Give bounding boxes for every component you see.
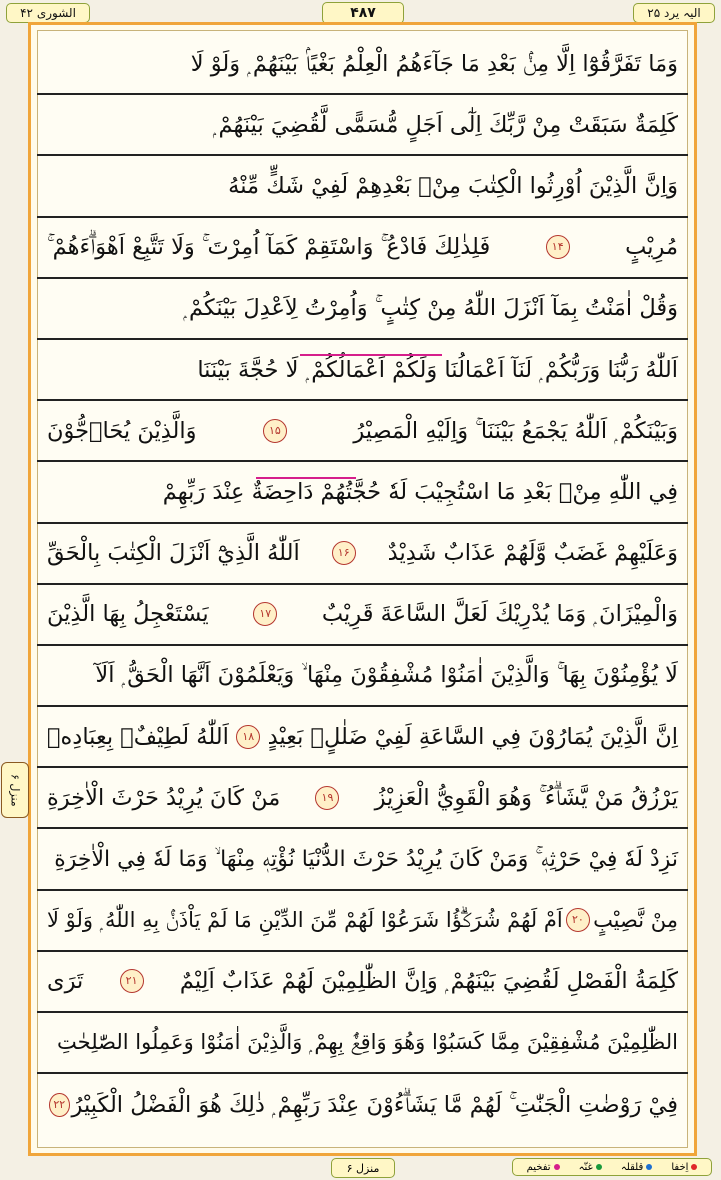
text-line — [37, 1074, 688, 1135]
text-line — [37, 891, 688, 952]
verse-text: اَللّٰهُ لَطِيْفٌۢ بِعِبَادِهٖ — [47, 723, 229, 750]
verse-text: فِيْ رَوْضٰتِ الْجَنّٰتِ ۚ لَهُمْ مَّا يَشَاۗءُوْنَ عِنْدَ رَبِّهِمْ ۭ ذٰلِكَ هُوَ الْفَضْلُ الْكَبِيْرُ — [71, 1091, 678, 1118]
page-number-badge: ۴۸۷ — [322, 2, 404, 24]
verse-text: لَا يُؤْمِنُوْنَ بِهَا ۚ وَالَّذِيْنَ اٰمَنُوْا مُشْفِقُوْنَ مِنْهَا ۙ وَيَعْلَمُوْنَ اَنَّهَا الْحَقُّ ۭ اَلَآ — [95, 662, 678, 689]
verse-text: وَقُلْ اٰمَنْتُ بِمَآ اَنْزَلَ اللّٰهُ مِنْ كِتٰبٍ ۚ وَاُمِرْتُ لِاَعْدِلَ بَيْنَكُمْ ۭ — [183, 295, 678, 322]
text-line — [37, 646, 688, 707]
ayah-number-marker: ۱۹ — [315, 786, 339, 810]
ayah-number-marker: ۱۷ — [253, 602, 277, 626]
text-line — [37, 768, 688, 829]
ayah-number-marker: ۲۱ — [120, 969, 144, 993]
verse-text: اِنَّ الَّذِيْنَ يُمَارُوْنَ فِي السَّاعَةِ لَفِيْ ضَلٰلٍۢ بَعِيْدٍ — [267, 723, 678, 750]
verse-text: اَمْ لَهُمْ شُرَكٰۗؤُا شَرَعُوْا لَهُمْ مِّنَ الدِّيْنِ مَا لَمْ يَاْذَنْۢ بِهِ اللّٰهُ ۭ وَلَوْ لَا — [47, 907, 563, 932]
verse-text: تَرَى — [47, 968, 84, 995]
text-line — [37, 401, 688, 462]
verse-text: مُرِيْبٍ — [625, 234, 678, 261]
verse-text: مِنْ نَّصِيْبٍ — [593, 908, 678, 933]
verse-text: فَلِذٰلِكَ فَادْعُ ۚ وَاسْتَقِمْ كَمَآ اُمِرْتَ ۚ وَلَا تَتَّبِعْ اَهْوَاۗءَهُمْ ۚ — [47, 234, 491, 261]
text-line — [37, 524, 688, 585]
ayah-number-marker: ۱۶ — [332, 541, 356, 565]
verse-text: وَبَيْنَكُمْ ۭ اَللّٰهُ يَجْمَعُ بَيْنَنَا ۚ وَاِلَيْهِ الْمَصِيْرُ — [353, 417, 678, 444]
footer-manzil-badge: منزل ۶ — [331, 1158, 395, 1178]
verse-text: اَللّٰهُ رَبُّنَا وَرَبُّكُمْ ۭ لَنَآ اَعْمَالُنَا وَلَكُمْ اَعْمَالُكُمْ ۭ لَا حُجَّةَ بَيْنَنَا — [197, 356, 678, 383]
text-line — [37, 156, 688, 217]
text-line — [37, 279, 688, 340]
marking-line — [256, 477, 356, 479]
legend-tafkheem: تفخیم — [527, 1162, 560, 1173]
verse-text: وَالَّذِيْنَ يُحَاۗجُّوْنَ — [47, 417, 197, 444]
tajweed-legend — [512, 1158, 712, 1176]
ayah-number-marker: ۱۸ — [236, 725, 260, 749]
text-line — [37, 585, 688, 646]
text-line — [37, 34, 688, 95]
verse-text: وَعَلَيْهِمْ غَضَبٌ وَّلَهُمْ عَذَابٌ شَدِيْدٌ — [387, 540, 678, 567]
juz-name-badge: الیہ یرد ۲۵ — [633, 3, 715, 23]
verse-text: اَللّٰهُ الَّذِيْٓ اَنْزَلَ الْكِتٰبَ بِالْحَقِّ — [47, 540, 300, 567]
marking-line — [300, 354, 442, 356]
verse-text: وَالْمِيْزَانَ ۭ وَمَا يُدْرِيْكَ لَعَلَّ السَّاعَةَ قَرِيْبٌ — [321, 601, 678, 628]
text-line — [37, 952, 688, 1013]
ayah-number-marker: ۱۵ — [263, 419, 287, 443]
text-line — [37, 95, 688, 156]
ayah-number-marker: ۲۰ — [566, 908, 590, 932]
verse-text: وَمَا تَفَرَّقُوْٓا اِلَّا مِنْۢ بَعْدِ مَا جَآءَهُمُ الْعِلْمُ بَغْيًاۢ بَيْنَهُمْ ۭ وَلَوْ لَا — [190, 50, 678, 77]
tafkheem-dot-icon — [554, 1164, 560, 1170]
text-line — [37, 1013, 688, 1074]
verse-text: الظّٰلِمِيْنَ مُشْفِقِيْنَ مِمَّا كَسَبُوْا وَهُوَ وَاقِعٌۢ بِهِمْ ۭ وَالَّذِيْنَ اٰمَنُوْا وَعَمِلُوا الصّٰلِحٰتِ — [57, 1030, 678, 1055]
text-line — [37, 462, 688, 523]
ghunna-dot-icon — [596, 1164, 602, 1170]
text-lines — [37, 34, 688, 1135]
verse-text: كَلِمَةُ الْفَصْلِ لَقُضِيَ بَيْنَهُمْ ۭ وَاِنَّ الظّٰلِمِيْنَ لَهُمْ عَذَابٌ اَلِيْمٌ — [179, 968, 678, 995]
verse-text: يَسْتَعْجِلُ بِهَا الَّذِيْنَ — [47, 601, 209, 628]
surah-name-badge: الشوری ۴۲ — [6, 3, 90, 23]
verse-text: وَاِنَّ الَّذِيْنَ اُوْرِثُوا الْكِتٰبَ مِنْۢ بَعْدِهِمْ لَفِيْ شَكٍّ مِّنْهُ — [228, 172, 678, 199]
verse-text: فِي اللّٰهِ مِنْۢ بَعْدِ مَا اسْتُجِيْبَ لَهٗ حُجَّتُهُمْ دَاحِضَةٌ عِنْدَ رَبِّهِمْ — [162, 478, 678, 505]
legend-qalqala: قلقلہ — [621, 1162, 652, 1173]
verse-text: كَلِمَةٌ سَبَقَتْ مِنْ رَّبِّكَ اِلٰٓى اَجَلٍ مُّسَمًّى لَّقُضِيَ بَيْنَهُمْ ۭ — [212, 111, 678, 138]
ayah-number-marker: ۲۲ — [49, 1093, 70, 1117]
verse-text: يَرْزُقُ مَنْ يَّشَاۗءُ ۚ وَهُوَ الْقَوِيُّ الْعَزِيْزُ — [374, 784, 678, 811]
text-line — [37, 707, 688, 768]
verse-text: مَنْ كَانَ يُرِيْدُ حَرْثَ الْاٰخِرَةِ — [47, 784, 281, 811]
qalqala-dot-icon — [646, 1164, 652, 1170]
ikhfa-dot-icon — [691, 1164, 697, 1170]
verse-text: نَزِدْ لَهٗ فِيْ حَرْثِهٖ ۚ وَمَنْ كَانَ يُرِيْدُ حَرْثَ الدُّنْيَا نُؤْتِهٖ مِنْهَا ۙ وَمَا لَهٗ فِي الْاٰخِرَةِ — [54, 846, 678, 872]
ayah-number-marker: ۱۴ — [546, 235, 570, 259]
legend-ikhfa: اِخفا — [671, 1162, 697, 1173]
text-line — [37, 340, 688, 401]
manzil-side-marker: منزل ۶ — [1, 762, 29, 818]
text-line — [37, 218, 688, 279]
legend-ghunna: غنّہ — [579, 1162, 602, 1173]
text-line — [37, 829, 688, 890]
